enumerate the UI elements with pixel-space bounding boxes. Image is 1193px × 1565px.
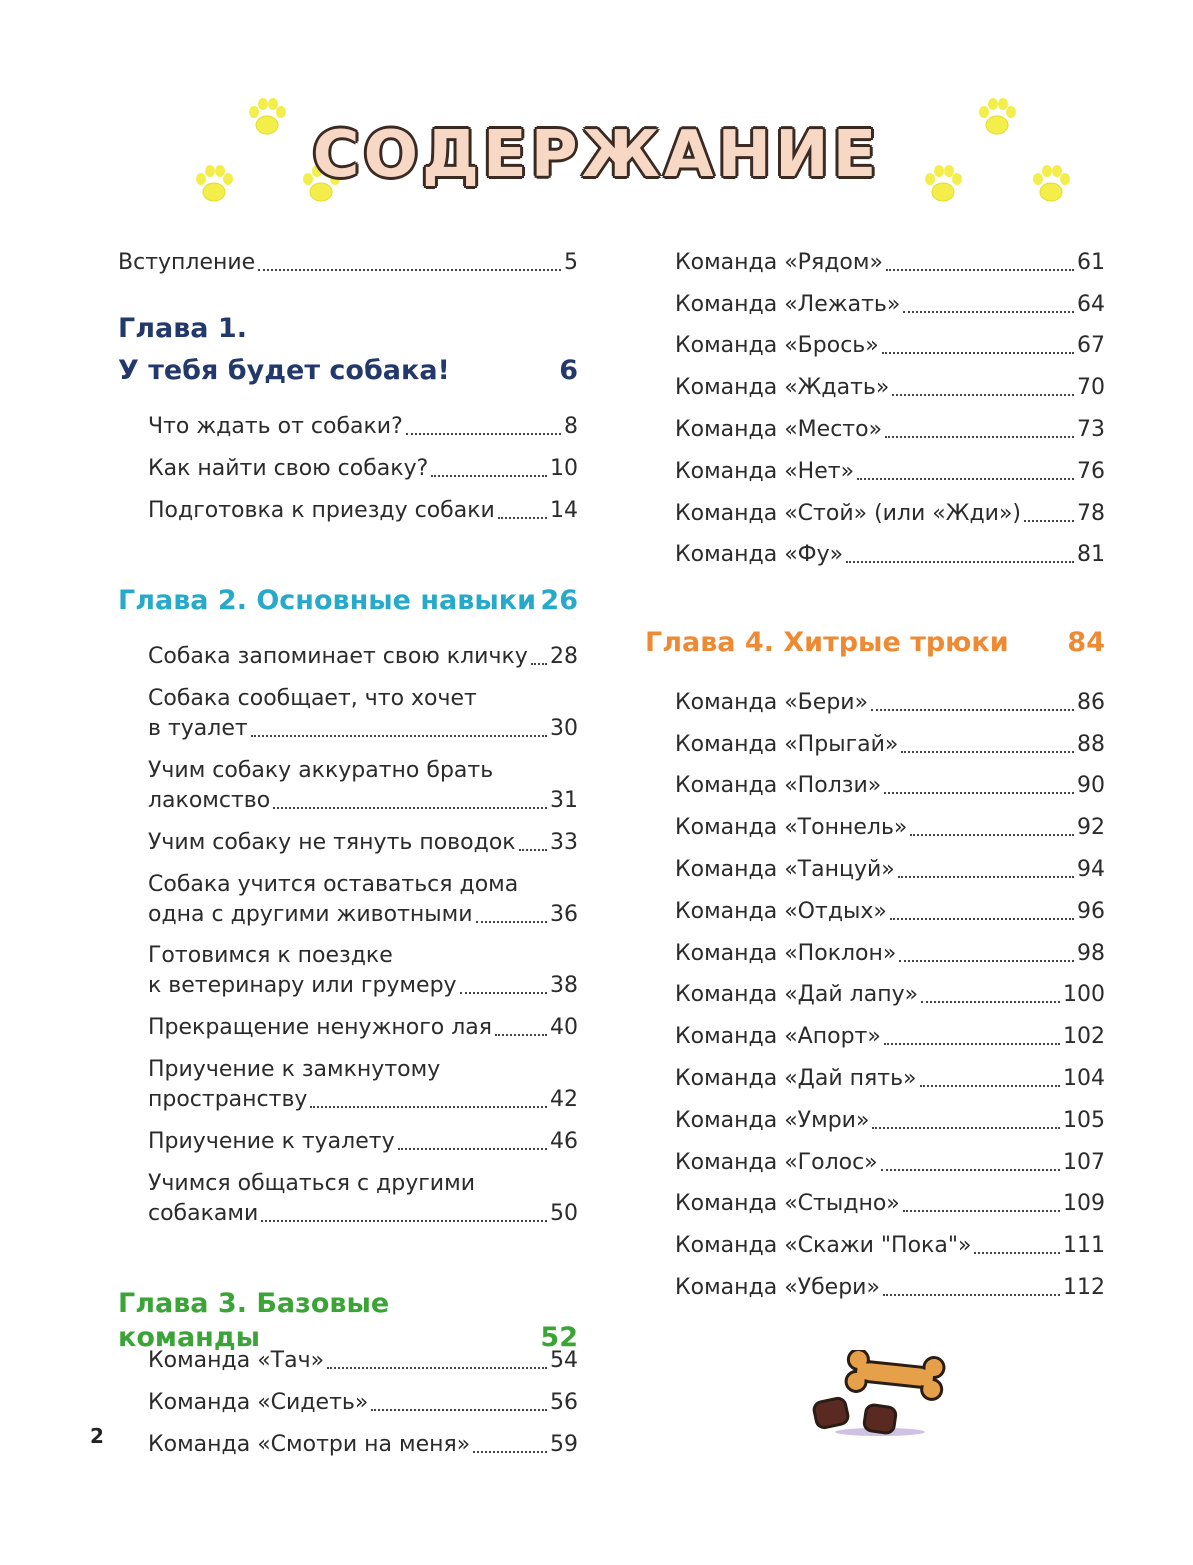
page-ref: 102 xyxy=(1063,1024,1105,1049)
toc-entry[interactable] xyxy=(148,1169,578,1229)
entry-label: Команда «Прыгай» xyxy=(675,732,899,757)
page-ref: 78 xyxy=(1077,501,1105,526)
page-ref: 26 xyxy=(540,585,578,616)
dot-leader xyxy=(498,517,547,519)
toc-entry[interactable] xyxy=(675,980,1105,1010)
toc-entry[interactable] xyxy=(675,290,1105,320)
dot-leader xyxy=(920,1085,1060,1087)
entry-label: пространству xyxy=(148,1087,308,1112)
dot-leader xyxy=(258,269,561,271)
entry-label: Приучение к туалету xyxy=(148,1129,395,1154)
toc-entry[interactable] xyxy=(675,415,1105,445)
chapter-3-heading[interactable] xyxy=(118,1287,578,1355)
entry-label: Команда «Убери» xyxy=(675,1275,880,1300)
toc-entry[interactable] xyxy=(675,771,1105,801)
page-ref: 54 xyxy=(550,1348,578,1373)
page-ref: 10 xyxy=(550,456,578,481)
page-ref: 42 xyxy=(550,1087,578,1112)
dot-leader xyxy=(398,1148,547,1150)
toc-entry[interactable] xyxy=(148,454,578,484)
dot-leader xyxy=(885,436,1074,438)
dot-leader xyxy=(531,663,547,665)
page-ref: 109 xyxy=(1063,1191,1105,1216)
page-ref: 50 xyxy=(550,1201,578,1226)
page-ref: 92 xyxy=(1077,815,1105,840)
entry-label: Команда «Бери» xyxy=(675,690,869,715)
entry-label: Учимся общаться с другими xyxy=(148,1171,475,1196)
toc-entry[interactable] xyxy=(675,1106,1105,1136)
page-ref: 61 xyxy=(1077,250,1105,275)
entry-label: Команда «Стой» (или «Жди») xyxy=(675,501,1022,526)
dot-leader xyxy=(519,849,547,851)
entry-label: в туалет xyxy=(148,716,248,741)
entry-label: У тебя будет собака! xyxy=(118,355,450,386)
entry-label: Команда «Фу» xyxy=(675,542,844,567)
chapter-2-heading[interactable] xyxy=(118,584,578,618)
toc-entry[interactable] xyxy=(148,1346,578,1376)
page-number: 2 xyxy=(90,1424,104,1448)
entry-label: Команда «Смотри на меня» xyxy=(148,1432,471,1457)
dot-leader xyxy=(886,269,1074,271)
toc-entry[interactable] xyxy=(675,457,1105,487)
page-ref: 70 xyxy=(1077,375,1105,400)
dot-leader xyxy=(892,394,1074,396)
toc-entry[interactable] xyxy=(675,373,1105,403)
entry-label: Как найти свою собаку? xyxy=(148,456,429,481)
toc-entry[interactable] xyxy=(675,1273,1105,1303)
page-ref: 100 xyxy=(1063,982,1105,1007)
page-ref: 30 xyxy=(550,716,578,741)
page-ref: 28 xyxy=(550,644,578,669)
dog-bone-treats-illustration xyxy=(805,1350,955,1440)
dot-leader xyxy=(327,1367,547,1369)
toc-entry[interactable] xyxy=(148,642,578,672)
page-ref: 40 xyxy=(550,1015,578,1040)
toc-entry[interactable] xyxy=(148,1127,578,1157)
page-ref: 52 xyxy=(540,1322,578,1353)
page-ref: 86 xyxy=(1077,690,1105,715)
toc-entry[interactable] xyxy=(148,941,578,1001)
entry-label: Прекращение ненужного лая xyxy=(148,1015,493,1040)
dot-leader xyxy=(406,433,561,435)
dot-leader xyxy=(495,1034,547,1036)
toc-entry-intro[interactable] xyxy=(118,248,578,278)
chapter-4-heading[interactable] xyxy=(645,626,1105,660)
dot-leader xyxy=(460,992,547,994)
entry-label: Собака учится оставаться дома xyxy=(148,872,519,897)
page-ref: 73 xyxy=(1077,417,1105,442)
dot-leader xyxy=(273,807,547,809)
dot-leader xyxy=(890,918,1074,920)
toc-entry[interactable] xyxy=(675,1022,1105,1052)
entry-label: Вступление xyxy=(118,250,256,275)
page-ref: 8 xyxy=(564,414,578,439)
dot-leader xyxy=(871,709,1074,711)
toc-entry[interactable] xyxy=(675,730,1105,760)
entry-label: Команда «Отдых» xyxy=(675,899,887,924)
dot-leader xyxy=(884,792,1074,794)
page-ref: 31 xyxy=(550,788,578,813)
toc-entry[interactable] xyxy=(148,1013,578,1043)
page-ref: 81 xyxy=(1077,542,1105,567)
entry-label: Команда «Апорт» xyxy=(675,1024,881,1049)
toc-entry[interactable] xyxy=(675,248,1105,278)
entry-label: Команда «Дай лапу» xyxy=(675,982,919,1007)
page-ref: 88 xyxy=(1077,732,1105,757)
page-ref: 46 xyxy=(550,1129,578,1154)
entry-label: Собака сообщает, что хочет xyxy=(148,686,477,711)
entry-label: Команда «Лежать» xyxy=(675,292,901,317)
entry-label: Команда «Ждать» xyxy=(675,375,890,400)
toc-entry[interactable] xyxy=(675,499,1105,529)
toc-entry[interactable] xyxy=(675,688,1105,718)
toc-entry[interactable] xyxy=(675,813,1105,843)
toc-entry[interactable] xyxy=(675,897,1105,927)
page-ref: 36 xyxy=(550,902,578,927)
toc-entry[interactable] xyxy=(675,540,1105,570)
toc-entry[interactable] xyxy=(148,756,578,816)
dot-leader xyxy=(881,1169,1060,1171)
entry-label: одна с другими животными xyxy=(148,902,473,927)
entry-label: Команда «Нет» xyxy=(675,459,855,484)
toc-entry[interactable] xyxy=(675,1189,1105,1219)
page-ref: 90 xyxy=(1077,773,1105,798)
page-ref: 105 xyxy=(1063,1108,1105,1133)
dot-leader xyxy=(899,960,1074,962)
entry-label: Глава 4. Хитрые трюки xyxy=(645,627,1009,658)
dot-leader xyxy=(872,1127,1060,1129)
dot-leader xyxy=(1024,520,1074,522)
page-ref: 84 xyxy=(1067,627,1105,658)
dot-leader xyxy=(974,1252,1060,1254)
dot-leader xyxy=(310,1106,547,1108)
chapter-1-heading-line2[interactable] xyxy=(118,354,578,388)
toc-entry[interactable] xyxy=(148,828,578,858)
entry-label: Готовимся к поездке xyxy=(148,943,393,968)
page-ref: 64 xyxy=(1077,292,1105,317)
page-ref: 6 xyxy=(559,355,578,386)
entry-label: Глава 1. xyxy=(118,313,247,344)
dot-leader xyxy=(884,1043,1060,1045)
page-ref: 33 xyxy=(550,830,578,855)
entry-label: Команда «Скажи "Пока"» xyxy=(675,1233,972,1258)
toc-entry[interactable] xyxy=(148,870,578,930)
entry-label: Команда «Тоннель» xyxy=(675,815,908,840)
toc-entry[interactable] xyxy=(675,1231,1105,1261)
entry-label: Глава 3. Базовые команды xyxy=(118,1288,390,1353)
dot-leader xyxy=(910,834,1074,836)
page-ref: 96 xyxy=(1077,899,1105,924)
page-ref: 107 xyxy=(1063,1150,1105,1175)
toc-entry[interactable] xyxy=(675,939,1105,969)
page-ref: 94 xyxy=(1077,857,1105,882)
toc-entry[interactable] xyxy=(675,1064,1105,1094)
page-ref: 76 xyxy=(1077,459,1105,484)
entry-label: Команда «Сидеть» xyxy=(148,1390,369,1415)
dot-leader xyxy=(473,1451,547,1453)
toc-entry[interactable] xyxy=(148,684,578,744)
entry-label: Команда «Танцуй» xyxy=(675,857,895,882)
entry-label: Команда «Брось» xyxy=(675,333,879,358)
entry-label: Команда «Поклон» xyxy=(675,941,897,966)
page-ref: 38 xyxy=(550,973,578,998)
entry-label: лакомство xyxy=(148,788,271,813)
dot-leader xyxy=(921,1001,1060,1003)
toc-entry[interactable] xyxy=(148,412,578,442)
entry-label: к ветеринару или грумеру xyxy=(148,973,457,998)
page-ref: 98 xyxy=(1077,941,1105,966)
entry-label: Что ждать от собаки? xyxy=(148,414,403,439)
entry-label: Подготовка к приезду собаки xyxy=(148,498,495,523)
dot-leader xyxy=(898,876,1074,878)
page-ref: 56 xyxy=(550,1390,578,1415)
dot-leader xyxy=(251,735,547,737)
page-ref: 14 xyxy=(550,498,578,523)
dot-leader xyxy=(903,1210,1060,1212)
page-ref: 59 xyxy=(550,1432,578,1457)
toc-entry[interactable] xyxy=(148,1388,578,1418)
toc-entry[interactable] xyxy=(148,1430,578,1460)
toc-entry[interactable] xyxy=(675,855,1105,885)
entry-label: Глава 2. Основные навыки xyxy=(118,585,536,616)
entry-label: Собака запоминает свою кличку xyxy=(148,644,528,669)
entry-label: Команда «Стыдно» xyxy=(675,1191,900,1216)
toc-entry[interactable] xyxy=(148,496,578,526)
entry-label: Команда «Тач» xyxy=(148,1348,325,1373)
chapter-1-heading[interactable] xyxy=(118,312,578,346)
page-title: СОДЕРЖАНИЕ xyxy=(312,118,881,192)
page-ref: 104 xyxy=(1063,1066,1105,1091)
entry-label: Команда «Голос» xyxy=(675,1150,878,1175)
toc-entry[interactable] xyxy=(148,1055,578,1115)
dot-leader xyxy=(901,751,1074,753)
entry-label: Приучение к замкнутому xyxy=(148,1057,441,1082)
entry-label: Учим собаку аккуратно брать xyxy=(148,758,494,783)
entry-label: Команда «Ползи» xyxy=(675,773,882,798)
entry-label: Команда «Умри» xyxy=(675,1108,870,1133)
dot-leader xyxy=(431,475,547,477)
entry-label: Команда «Дай пять» xyxy=(675,1066,917,1091)
dot-leader xyxy=(846,561,1074,563)
toc-entry[interactable] xyxy=(675,331,1105,361)
page-ref: 112 xyxy=(1063,1275,1105,1300)
entry-label: Команда «Рядом» xyxy=(675,250,883,275)
dot-leader xyxy=(371,1409,547,1411)
toc-entry[interactable] xyxy=(675,1148,1105,1178)
entry-label: Учим собаку не тянуть поводок xyxy=(148,830,516,855)
entry-label: собаками xyxy=(148,1201,259,1226)
page-ref: 67 xyxy=(1077,333,1105,358)
dot-leader xyxy=(476,921,547,923)
dot-leader xyxy=(882,352,1074,354)
entry-label: Команда «Место» xyxy=(675,417,883,442)
dot-leader xyxy=(903,311,1074,313)
dot-leader xyxy=(261,1220,547,1222)
page-ref: 5 xyxy=(564,250,578,275)
dot-leader xyxy=(857,478,1074,480)
dot-leader xyxy=(883,1294,1060,1296)
page-ref: 111 xyxy=(1063,1233,1105,1258)
